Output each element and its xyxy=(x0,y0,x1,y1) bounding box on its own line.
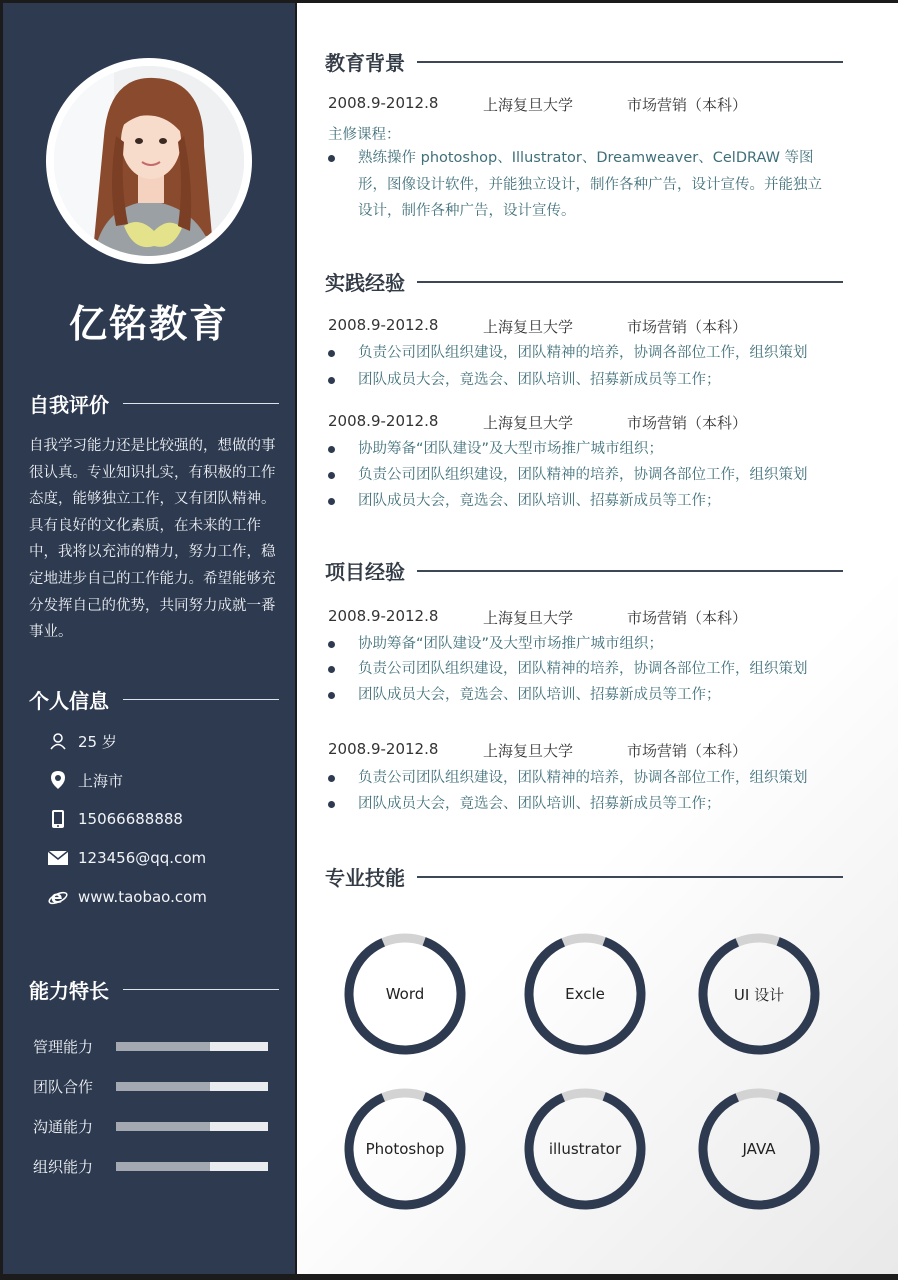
entry-date: 2008.9-2012.8 xyxy=(328,740,439,758)
skill-label: JAVA xyxy=(742,1140,776,1158)
entry-role: 市场营销（本科） xyxy=(627,96,748,114)
list-item-text: 协助筹备“团队建设”及大型市场推广城市组织； xyxy=(358,441,664,457)
skill-ring xyxy=(342,1086,468,1212)
info-website xyxy=(47,886,207,908)
sidebar xyxy=(3,3,295,1274)
ability-row xyxy=(33,1036,268,1057)
entry-org: 上海复旦大学 xyxy=(483,96,574,114)
ability-bar-fill xyxy=(116,1122,210,1131)
practice-entry-row xyxy=(328,412,747,433)
info-age-text: 25 岁 xyxy=(78,732,117,751)
ability-row xyxy=(33,1156,268,1177)
skills-title: 专业技能 xyxy=(325,866,405,890)
list-item xyxy=(328,791,828,818)
entry-date: 2008.9-2012.8 xyxy=(328,316,439,334)
projects-heading xyxy=(325,556,843,585)
bullet-dot xyxy=(328,801,335,808)
ability-row xyxy=(33,1076,268,1097)
education-row xyxy=(328,94,747,115)
skill-label: UI 设计 xyxy=(733,985,785,1004)
bullet-dot xyxy=(328,350,335,357)
avatar-frame xyxy=(46,58,252,264)
bullet-dot xyxy=(328,641,335,648)
list-item-text: 负责公司团队组织建设，团队精神的培养，协调各部位工作，组织策划 xyxy=(358,661,808,677)
ability-bar xyxy=(116,1042,268,1051)
bullet-dot xyxy=(328,155,335,162)
ability-heading xyxy=(29,975,279,1004)
self-eval-title: 自我评价 xyxy=(29,393,109,417)
entry-org: 上海复旦大学 xyxy=(483,609,574,627)
person-icon xyxy=(47,730,69,752)
entry-org: 上海复旦大学 xyxy=(483,318,574,336)
personal-info-heading xyxy=(29,685,279,714)
heading-divider xyxy=(417,876,843,878)
list-item-text: 团队成员大会，竟选会、团队培训、招募新成员等工作； xyxy=(358,796,721,812)
heading-divider xyxy=(417,281,843,283)
heading-divider xyxy=(123,989,279,990)
heading-divider xyxy=(417,61,843,63)
ability-label: 管理能力 xyxy=(33,1038,94,1056)
skill-ring xyxy=(342,931,468,1057)
info-location-text: 上海市 xyxy=(78,771,124,790)
main-content xyxy=(297,3,898,1274)
list-item xyxy=(328,462,828,489)
list-item xyxy=(328,367,828,394)
list-item xyxy=(328,656,828,683)
skill-ring xyxy=(696,931,822,1057)
bullet-dot xyxy=(328,692,335,699)
practice-entry-row xyxy=(328,316,747,337)
skill-ring xyxy=(696,1086,822,1212)
ability-bar xyxy=(116,1122,268,1131)
skill-label: illustrator xyxy=(548,1140,622,1158)
info-email-text: 123456@qq.com xyxy=(78,849,207,867)
location-pin-icon xyxy=(47,769,69,791)
list-item xyxy=(328,765,828,792)
list-item-text: 负责公司团队组织建设，团队精神的培养，协调各部位工作，组织策划 xyxy=(358,345,808,361)
mail-icon xyxy=(47,847,69,869)
info-phone xyxy=(47,808,183,830)
practice-heading xyxy=(325,267,843,296)
browser-icon xyxy=(47,886,69,908)
bullet-dot xyxy=(328,377,335,384)
project-entry-row xyxy=(328,740,747,761)
skills-heading xyxy=(325,862,843,891)
list-item-text: 团队成员大会，竟选会、团队培训、招募新成员等工作； xyxy=(358,687,721,703)
bullet-dot xyxy=(328,775,335,782)
heading-divider xyxy=(417,570,843,572)
list-item xyxy=(328,631,828,658)
courses-label: 主修课程： xyxy=(328,127,401,143)
project-entry-row xyxy=(328,607,747,628)
ability-bar xyxy=(116,1162,268,1171)
projects-title: 项目经验 xyxy=(325,560,405,584)
courses-text: 熟练操作 photoshop、Illustrator、Dreamweaver、CelDRAW 等图形，图像设计软件，并能独立设计，制作各种广告，设计宣传。并能独立设计，制作各种广告，设计宣传。 xyxy=(358,150,822,219)
phone-icon xyxy=(47,808,69,830)
list-item xyxy=(328,488,828,515)
skill-label: Word xyxy=(385,985,425,1003)
list-item-text: 团队成员大会，竟选会、团队培训、招募新成员等工作； xyxy=(358,372,721,388)
self-eval-text: 自我学习能力还是比较强的，想做的事很认真。专业知识扎实，有积极的工作态度，能够独立工作，又有团队精神。具有良好的文化素质，在未来的工作中，我将以充沛的精力，努力工作，稳定地进步自己的工作能力。希望能够充分发挥自己的优势，共同努力成就一番事业。 xyxy=(29,438,276,641)
entry-date: 2008.9-2012.8 xyxy=(328,607,439,625)
personal-info-title: 个人信息 xyxy=(29,689,109,713)
entry-role: 市场营销（本科） xyxy=(627,609,748,627)
info-email xyxy=(47,847,206,869)
skill-label: Excle xyxy=(565,985,605,1003)
ability-row xyxy=(33,1116,268,1137)
avatar-portrait xyxy=(54,66,244,256)
ability-bar-fill xyxy=(116,1162,210,1171)
list-item xyxy=(328,682,828,709)
education-heading xyxy=(325,47,843,76)
self-eval-heading xyxy=(29,389,279,418)
info-location xyxy=(47,769,123,791)
ability-bar-fill xyxy=(116,1042,210,1051)
list-item-text: 团队成员大会，竟选会、团队培训、招募新成员等工作； xyxy=(358,493,721,509)
bullet-dot xyxy=(328,666,335,673)
bullet-dot xyxy=(328,498,335,505)
list-item xyxy=(328,340,828,367)
avatar xyxy=(54,66,244,256)
skill-ring xyxy=(522,931,648,1057)
info-phone-text: 15066688888 xyxy=(78,810,183,828)
list-item-text: 协助筹备“团队建设”及大型市场推广城市组织； xyxy=(358,636,664,652)
bullet-dot xyxy=(328,446,335,453)
ability-label: 团队合作 xyxy=(33,1078,94,1096)
entry-org: 上海复旦大学 xyxy=(483,742,574,760)
list-item-text: 负责公司团队组织建设，团队精神的培养，协调各部位工作，组织策划 xyxy=(358,467,808,483)
person-name: 亿铭教育 xyxy=(68,302,229,346)
courses-item xyxy=(328,145,828,225)
entry-date: 2008.9-2012.8 xyxy=(328,412,439,430)
ability-title: 能力特长 xyxy=(29,979,109,1003)
ability-label: 沟通能力 xyxy=(33,1118,94,1136)
entry-date: 2008.9-2012.8 xyxy=(328,94,439,112)
ability-label: 组织能力 xyxy=(33,1158,94,1176)
list-item xyxy=(328,436,828,463)
entry-org: 上海复旦大学 xyxy=(483,414,574,432)
entry-role: 市场营销（本科） xyxy=(627,742,748,760)
heading-divider xyxy=(123,699,279,700)
entry-role: 市场营销（本科） xyxy=(627,414,748,432)
list-item-text: 负责公司团队组织建设，团队精神的培养，协调各部位工作，组织策划 xyxy=(358,770,808,786)
skill-ring xyxy=(522,1086,648,1212)
heading-divider xyxy=(123,403,279,404)
entry-role: 市场营销（本科） xyxy=(627,318,748,336)
svg-text:e: e xyxy=(51,888,63,907)
ability-bar xyxy=(116,1082,268,1091)
practice-title: 实践经验 xyxy=(325,271,405,295)
info-website-text: www.taobao.com xyxy=(78,888,207,906)
education-title: 教育背景 xyxy=(325,51,405,75)
bullet-dot xyxy=(328,472,335,479)
info-age xyxy=(47,730,117,752)
ability-bar-fill xyxy=(116,1082,210,1091)
skill-label: Photoshop xyxy=(365,1140,445,1158)
